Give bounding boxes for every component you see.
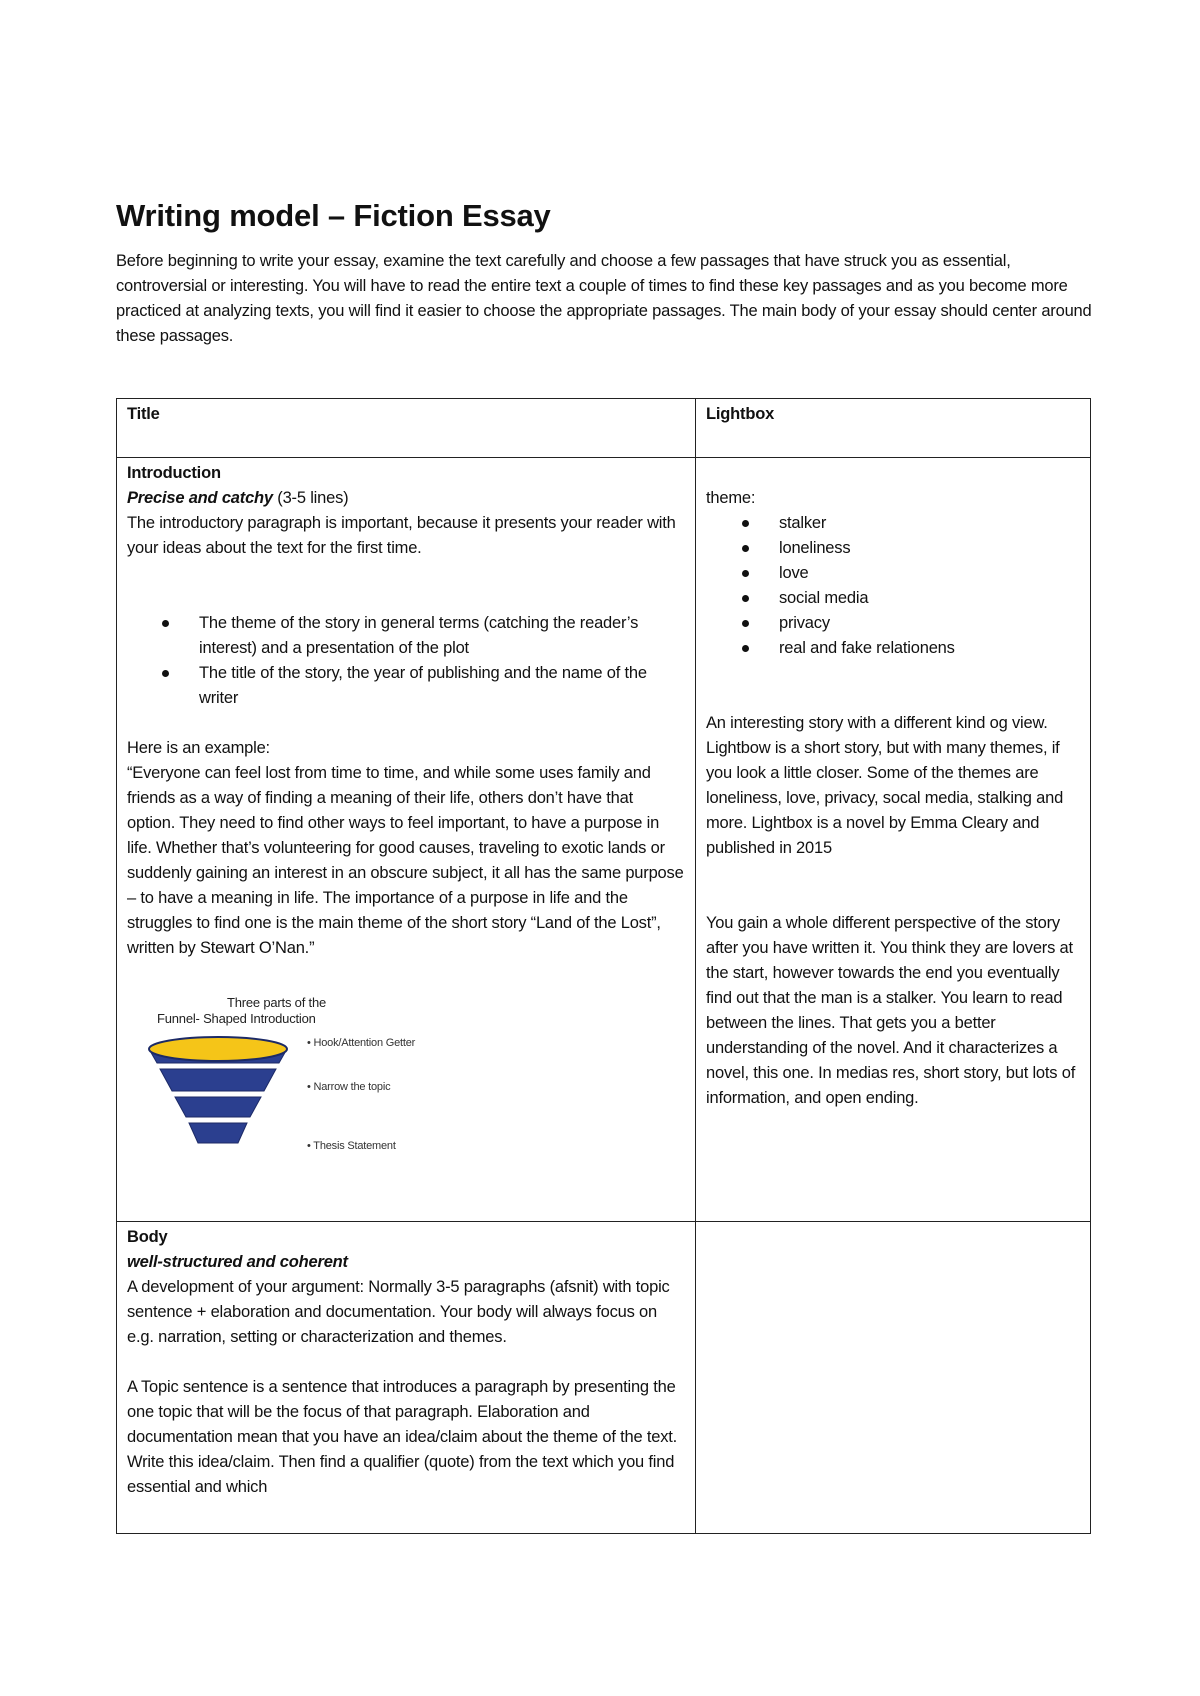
table-row-header — [117, 399, 1091, 458]
essay-model-table — [116, 398, 1091, 1534]
introduction-heading: Introduction — [127, 464, 221, 482]
funnel-label-thesis: • Thesis Statement — [307, 1140, 396, 1152]
funnel-svg — [147, 991, 467, 1161]
funnel-title-line2: Funnel- Shaped Introduction — [157, 1011, 316, 1026]
funnel-title-line1: Three parts of the — [227, 995, 327, 1010]
table-row-introduction — [117, 458, 1091, 1222]
list-item: real and fake relationens — [779, 636, 1080, 661]
theme-label: theme: — [706, 489, 756, 507]
list-item: privacy — [779, 611, 1080, 636]
introduction-bullet-list — [127, 611, 685, 711]
list-item: The title of the story, the year of publishing and the name of the writer — [199, 661, 685, 711]
body-subheading: well-structured and coherent — [127, 1253, 348, 1271]
list-item: The theme of the story in general terms (catching the reader’s interest) and a presentation of the plot — [199, 611, 685, 661]
title-label: Title — [127, 405, 160, 423]
list-item: love — [779, 561, 1080, 586]
lightbox-cell — [696, 399, 1091, 458]
answer-paragraph-2: You gain a whole different perspective of the story after you have written it. You think they are lovers at the start, however towards the end you eventually find out that the man is a stalker. You learn to read between the lines. That gets you a better understanding of the novel. And it characterizes a novel, this one. In medias res, short story, but lots of information, and open ending. — [706, 914, 1076, 1107]
body-answer-cell — [696, 1222, 1091, 1534]
lightbox-label: Lightbox — [706, 405, 775, 423]
table-row-body — [117, 1222, 1091, 1534]
list-item: social media — [779, 586, 1080, 611]
funnel-band-4 — [189, 1123, 247, 1143]
funnel-top-ellipse — [149, 1037, 287, 1061]
body-paragraph-1: A development of your argument: Normally 3-5 paragraphs (afsnit) with topic sentence + elaboration and documentation. Your body will always focus on e.g. narration, setting or characterization and themes. — [127, 1278, 670, 1346]
body-heading: Body — [127, 1228, 168, 1246]
intro-paragraph: Before beginning to write your essay, examine the text carefully and choose a few passages that have struck you as essential, controversial or interesting. You will have to read the entire text a couple of times to find these key passages and as you become more practiced at analyzing texts, you will find it easier to choose the appropriate passages. The main body of your essay should center around these passages. — [116, 252, 1092, 345]
example-text: “Everyone can feel lost from time to time, and while some uses family and friends as a way of finding a meaning of their life, others don’t have that option. They need to find other ways to feel important, to have a purpose in life. Whether that’s volunteering for good causes, traveling to exotic lands or suddenly gaining an interest in an obscure subject, it all has the same purpose – to have a meaning in life. The importance of a purpose in life and the struggles to find one is the main theme of the short story “Land of the Lost”, written by Stewart O’Nan.” — [127, 764, 684, 957]
introduction-subheading-lines: (3-5 lines) — [272, 489, 349, 507]
theme-bullet-list — [706, 511, 1080, 661]
funnel-diagram — [147, 991, 467, 1161]
title-cell — [117, 399, 696, 458]
introduction-subheading — [127, 486, 685, 511]
funnel-label-hook: • Hook/Attention Getter — [307, 1037, 416, 1049]
funnel-label-narrow: • Narrow the topic — [307, 1081, 391, 1093]
funnel-band-2 — [160, 1069, 276, 1091]
list-item: loneliness — [779, 536, 1080, 561]
introduction-answer-cell — [696, 458, 1091, 1222]
introduction-description: The introductory paragraph is important, because it presents your reader with your ideas about the text for the first time. — [127, 514, 676, 557]
example-label: Here is an example: — [127, 739, 270, 757]
body-guide-cell — [117, 1222, 696, 1534]
introduction-subheading-emphasis: Precise and catchy — [127, 489, 273, 507]
introduction-guide-cell — [117, 458, 696, 1222]
answer-paragraph-1: An interesting story with a different kind og view. Lightbow is a short story, but with many themes, if you look a little closer. Some of the themes are loneliness, love, privacy, socal media, stalking and more. Lightbox is a novel by Emma Cleary and published in 2015 — [706, 714, 1064, 857]
page-title: Writing model – Fiction Essay — [116, 198, 551, 233]
list-item: stalker — [779, 511, 1080, 536]
funnel-band-3 — [175, 1097, 261, 1117]
body-paragraph-2: A Topic sentence is a sentence that introduces a paragraph by presenting the one topic that will be the focus of that paragraph. Elaboration and documentation mean that you have an idea/claim about the theme of the text. Write this idea/claim. Then find a qualifier (quote) from the text which you find essential and which — [127, 1378, 678, 1496]
